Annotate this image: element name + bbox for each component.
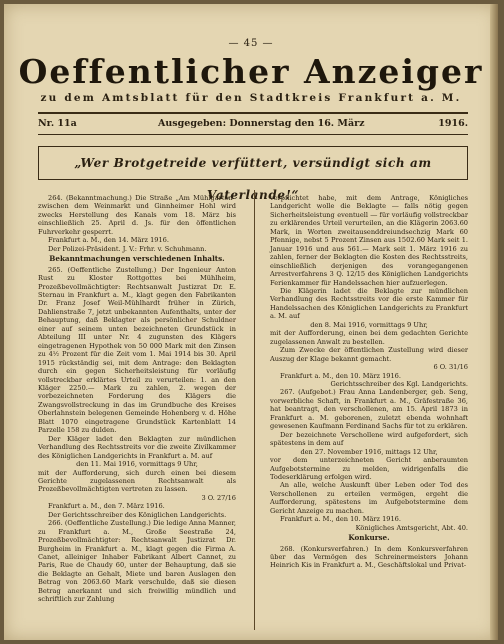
- column-paragraph: verpflichtet habe, mit dem Antrage, Königliches Landgericht wolle die Beklagte ― falls nötig gegen Sicherheitsleistung eventuell ― für vorläufig vollstreckbar zu erklärendes Urteil verurteilen, an die Klägerin 2063.60 Mark, in Worten zweitausenddreiundsechzig Mark 60 Pfennige, nebst 5 Prozent Zinsen aus 1502.60 Mark seit 1. Januar 1916 und aus 561.— Mark seit 1. März 1916 zu zahlen, ferner der Beklagten die Kosten des Rechtsstreits, einschließlich derjenigen des vorangegangenen Arrestverfahrens 3 Q. 12/15 des Königlichen Landgerichts Ferienkammer für Handelssachen hier aufzuerlegen.: [270, 194, 468, 287]
- right-column: [270, 194, 468, 570]
- header-rule-bottom: [38, 134, 468, 135]
- column-paragraph: den 8. Mai 1916, vormittags 9 Uhr,: [310, 320, 428, 329]
- column-paragraph: Der Polizei-Präsident. J. V.: Frhr. v. Schuhmann.: [48, 244, 207, 253]
- masthead-title: Oeffentlicher Anzeiger: [18, 52, 484, 91]
- column-paragraph: Frankfurt a. M., den 10. März 1916.: [280, 515, 401, 524]
- column-paragraph: den 27. November 1916, mittags 12 Uhr,: [300, 447, 438, 456]
- issue-number: Nr. 11a: [38, 118, 77, 129]
- column-paragraph: 267. (Aufgebot.) Frau Anna Landenberger, geb. Seng, vorwerbliche Schaft, in Frankfurt a. M., Gräfestraße 36, hat beantragt, den verschollenen, am 15. April 1873 in Frankfurt a. M. geborenen, zuletzt ebenda wohnhaft gewesenen Kaufmann Ferdinand Sachs für tot zu erklären.: [270, 388, 468, 431]
- column-paragraph: Die Klägerin ladet die Beklagte zur mündlichen Verhandlung des Rechtsstreits vor die erste Kammer für Handelssachen des Königlichen Landgerichts zu Frankfurt a. M. auf: [270, 286, 468, 321]
- issue-year: 1916.: [438, 118, 468, 129]
- column-paragraph: Der bezeichnete Verschollene wird aufgefordert, sich spätestens in dem auf: [270, 430, 468, 448]
- column-paragraph: Königliches Amtsgericht, Abt. 40.: [355, 523, 468, 532]
- section-heading: Bekanntmachungen verschiedenen Inhalts.: [49, 254, 225, 264]
- column-paragraph: 264. (Bekanntmachung.) Die Straße „Am Mühlgarten“ zwischen dem Weinmarkt und Ginnheimer Hohl wird zwecks Herstellung des Kanals vom 18. März bis einschließlich 25. April d. Js. für den öffentlichen Fuhrverkehr gesperrt.: [38, 194, 236, 236]
- column-paragraph: den 11. Mai 1916, vormittags 9 Uhr,: [76, 460, 198, 469]
- column-paragraph: Der Gerichtsschreiber des Königlichen Landgerichts.: [48, 510, 227, 519]
- column-paragraph: Frankfurt a. M., den 10. März 1916.: [280, 371, 401, 380]
- section-heading: Konkurse.: [348, 533, 390, 543]
- column-paragraph: mit der Aufforderung, sich durch einen bei diesem Gerichte zugelassenen Rechtsanwalt als Prozeßbevollmächtigten vertreten zu lassen.: [38, 468, 236, 494]
- column-paragraph: 266. (Oeffentliche Zustellung.) Die ledige Anna Manner, zu Frankfurt a. M., Große Seestraße 24, Prozeßbevollmächtigter: Rechtsanwalt Justizrat Dr. Burgheim in Frankfurt a. M., klagt gegen die Firma A. Canet, alleiniger Inhaber Fabrikant Albert Cannet, zu Paris, Rue de Chaudy 60, unter der Behauptung, daß sie die Beklagte an Gehalt, Miete und baren Auslagen den Betrag von 2063.60 Mark verschulde, daß sie diesen Betrag anerkannt und sich freiwillig mündlich und schriftlich zur Zahlung: [38, 519, 236, 604]
- column-paragraph: Gerichtsschreiber des Kgl. Landgerichts.: [330, 379, 468, 388]
- column-paragraph: Zum Zwecke der öffentlichen Zustellung wird dieser Auszug der Klage bekannt gemacht.: [270, 346, 468, 363]
- left-column: [38, 194, 236, 604]
- slogan-banner: „Wer Brotgetreide verfüttert, versündigt sich am Vaterlande!“: [38, 146, 468, 180]
- column-paragraph: Frankfurt a. M., den 7. März 1916.: [48, 502, 165, 511]
- header-rule-top: [38, 112, 468, 114]
- masthead-subtitle: zu dem Amtsblatt für den Stadtkreis Frankfurt a. M.: [40, 92, 462, 104]
- column-divider: [254, 190, 255, 630]
- newspaper-page: [4, 4, 498, 640]
- page-number: — 45 —: [228, 38, 274, 49]
- column-paragraph: 3 O. 27/16: [201, 493, 236, 502]
- column-paragraph: mit der Aufforderung, einen bei dem gedachten Gerichte zugelassenen Anwalt zu bestellen.: [270, 329, 468, 346]
- column-paragraph: An alle, welche Auskunft über Leben oder Tod des Verschollenen zu erteilen vermögen, ergeht die Aufforderung, spätestens im Aufgebotstermine dem Gericht Anzeige zu machen.: [270, 481, 468, 515]
- column-paragraph: Der Kläger ladet den Beklagten zur mündlichen Verhandlung des Rechtsstreits vor die zweite Zivilkammer des Königlichen Landgerichts in Frankfurt a. M. auf: [38, 434, 236, 460]
- issue-date: Ausgegeben: Donnerstag den 16. März: [158, 118, 365, 129]
- column-paragraph: 268. (Konkursverfahren.) In dem Konkursverfahren über das Vermögen des Schreinermeisters Johann Heinrich Kis in Frankfurt a. M., Geschäftslokal und Privat-: [270, 544, 468, 570]
- column-paragraph: vor dem unterzeichneten Gericht anberaumten Aufgebotstermine zu melden, widrigenfalls die Todeserklärung erfolgen wird.: [270, 456, 468, 481]
- column-paragraph: 265. (Oeffentliche Zustellung.) Der Ingenieur Anton Rust zu Kloster Rottgottes bei Mühlheim, Prozeßbevollmächtigter: Rechtsanwalt Justizrat Dr. E. Sternau in Frankfurt a. M., klagt gegen den Fabrikanten Dr. Franz Josef Weil-Mühlhardt früher in Zürich, Dahlienstraße 7, jetzt unbekannten Aufenthalts, unter der Behauptung, daß Beklagter als persönlicher Schuldner einer auf seinem unten bezeichneten Grundstück in Abteilung III unter Nr. 4 zugunsten des Klägers eingetragenen Hypothek von 50 000 Mark mit den Zinsen zu 4½ Prozent für die Zeit vom 1. Mai 1914 bis 30. April 1915 rückständig sei, mit dem Antrage: den Beklagten durch ein gegen Sicherheitsleistung für vorläufig vollstreckbar erklärtes Urteil zu verurteilen: 1. an den Kläger 2250.— Mark zu zahlen, 2. wegen der vorbezeichneten Forderung des Klägers die Zwangsvollstreckung in das im Grundbuche des Kreises Oberlahnstein belegenen Gemeinde Hohenberg v. d. Höhe Blatt 1070 eingetragene Grundstück Kartenblatt 14 Parzelle 158 zu dulden.: [38, 265, 236, 435]
- column-paragraph: 6 O. 31/16: [433, 363, 468, 372]
- column-paragraph: Frankfurt a. M., den 14. März 1916.: [48, 236, 169, 245]
